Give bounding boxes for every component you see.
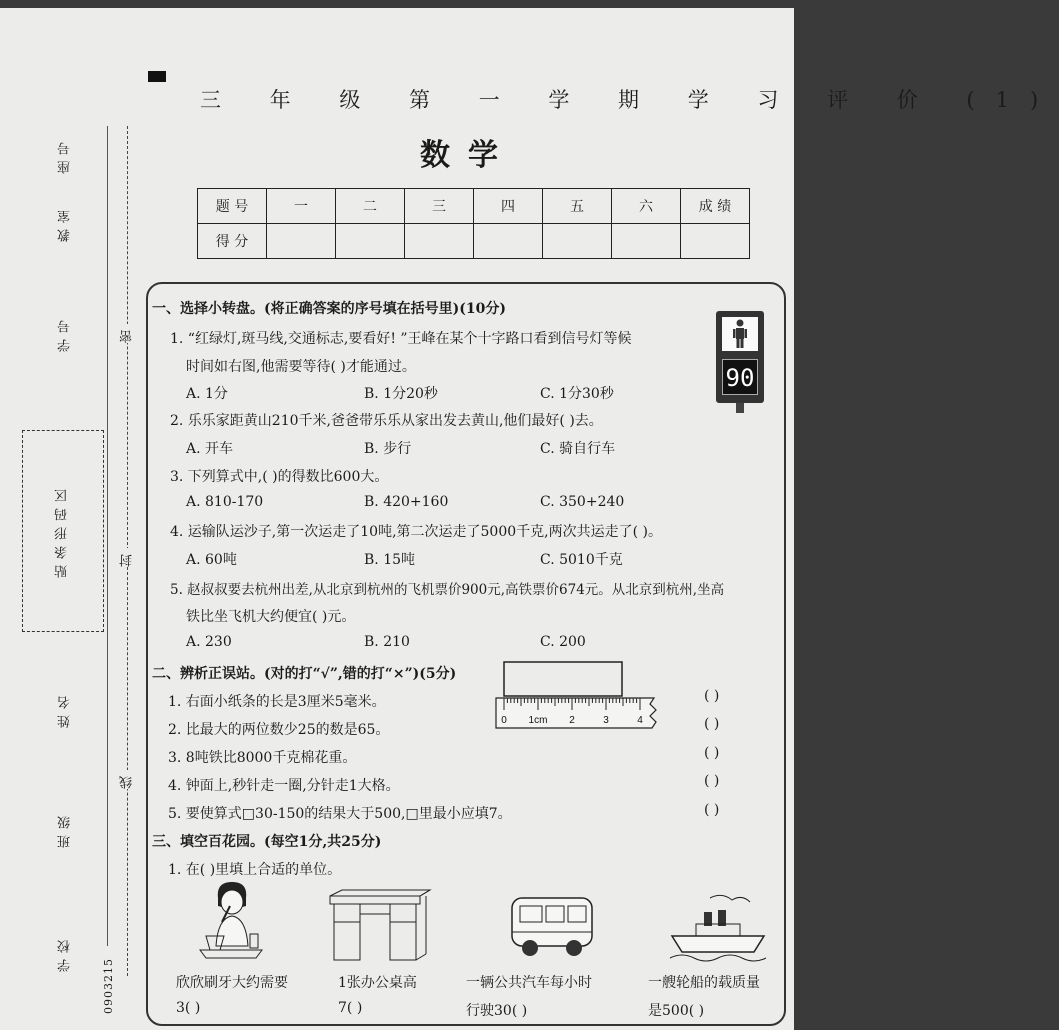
judge-answer-5[interactable]: ( ): [704, 802, 720, 818]
score-header-cell: 题 号: [198, 189, 267, 224]
judge-item-3: 3. 8吨铁比8000千克棉花重。: [168, 750, 357, 766]
judge-answer-2[interactable]: ( ): [704, 716, 720, 732]
q5-option-a[interactable]: A. 230: [186, 634, 232, 650]
ruler-figure: [496, 660, 661, 735]
caption-brushing: 欣欣刷牙大约需要: [176, 975, 288, 991]
score-input-cell[interactable]: [681, 224, 750, 259]
answer-bus[interactable]: 行驶30( ): [466, 1003, 528, 1019]
judge-item-2: 2. 比最大的两位数少25的数是65。: [168, 722, 390, 738]
q3-option-c[interactable]: C. 350+240: [540, 494, 625, 510]
caption-ship: 一艘轮船的载质量: [648, 975, 760, 991]
q2-option-c[interactable]: C. 骑自行车: [540, 441, 616, 457]
pedestrian-signal: [716, 311, 764, 403]
score-input-cell[interactable]: [336, 224, 405, 259]
school-label: 学校: [58, 934, 73, 972]
judge-answer-3[interactable]: ( ): [704, 745, 720, 761]
judge-answer-4[interactable]: ( ): [704, 773, 720, 789]
caption-desk: 1张办公桌高: [338, 975, 417, 991]
q3-option-a[interactable]: A. 810-170: [186, 494, 264, 510]
name-label: 姓名: [58, 690, 73, 728]
score-input-cell[interactable]: [267, 224, 336, 259]
q4-text: 4. 运输队运沙子,第一次运走了10吨,第二次运走了5000千克,两次共运走了( )。: [170, 524, 662, 540]
score-header-cell: 三: [405, 189, 474, 224]
q5-option-b[interactable]: B. 210: [364, 634, 410, 650]
judge-item-4: 4. 钟面上,秒针走一圈,分针走1大格。: [168, 778, 400, 794]
seal-char-mi: 密: [120, 324, 135, 343]
ruler-label: 3: [603, 715, 609, 726]
q1-option-c[interactable]: C. 1分30秒: [540, 386, 614, 402]
score-input-cell[interactable]: [543, 224, 612, 259]
barcode-area: [22, 430, 104, 632]
q4-option-a[interactable]: A. 60吨: [186, 552, 237, 568]
classroom-label: 教室: [58, 204, 73, 242]
answer-desk[interactable]: 7( ): [338, 1000, 363, 1016]
score-input-cell[interactable]: [612, 224, 681, 259]
score-row-label: 得 分: [198, 224, 267, 259]
ruler-label: 0: [501, 715, 507, 726]
judge-item-1: 1. 右面小纸条的长是3厘米5毫米。: [168, 694, 386, 710]
q5-line1: 5. 赵叔叔要去杭州出差,从北京到杭州的飞机票价900元,高铁票价674元。从北京到杭州,坐高: [170, 582, 725, 598]
countdown-display: 90: [722, 359, 758, 395]
answer-brushing[interactable]: 3( ): [176, 1000, 201, 1016]
pedestrian-icon: [722, 317, 758, 351]
office-desk-illustration: [328, 888, 432, 962]
caption-bus: 一辆公共汽车每小时: [466, 975, 592, 991]
score-header-cell: 一: [267, 189, 336, 224]
class-label: 班级: [58, 810, 73, 848]
signal-pole: [736, 403, 744, 413]
q4-option-c[interactable]: C. 5010千克: [540, 552, 623, 568]
score-header-cell: 二: [336, 189, 405, 224]
score-input-cell[interactable]: [474, 224, 543, 259]
section1-heading: 一、选择小转盘。(将正确答案的序号填在括号里)(10分): [152, 301, 506, 317]
bus-illustration: [508, 894, 596, 960]
q3-option-b[interactable]: B. 420+160: [364, 494, 449, 510]
q2-option-b[interactable]: B. 步行: [364, 441, 412, 457]
score-header-cell: 五: [543, 189, 612, 224]
student-no-label: 学号: [58, 314, 73, 352]
q2-option-a[interactable]: A. 开车: [186, 441, 234, 457]
judge-answer-1[interactable]: ( ): [704, 688, 720, 704]
exam-title: 三 年 级 第 一 学 期 学 习 评 价 (1): [200, 88, 1059, 112]
ship-illustration: [670, 892, 766, 962]
q3-text: 3. 下列算式中,( )的得数比600大。: [170, 469, 389, 485]
ruler-label: 4: [637, 715, 643, 726]
answer-ship[interactable]: 是500( ): [648, 1003, 705, 1019]
paper-code: 0903215: [102, 958, 115, 1014]
exam-paper: [0, 8, 1059, 1030]
score-header-cell: 成 绩: [681, 189, 750, 224]
girl-brushing-teeth-illustration: [196, 876, 266, 960]
score-header-cell: 四: [474, 189, 543, 224]
ruler-label: 1cm: [528, 715, 548, 726]
q1-line1: 1. “红绿灯,斑马线,交通标志,要看好! ”王峰在某个十字路口看到信号灯等候: [170, 331, 632, 347]
q1-option-b[interactable]: B. 1分20秒: [364, 386, 438, 402]
q5-line2: 铁比坐飞机大约便宜( )元。: [186, 609, 356, 625]
binding-sidebar: [0, 8, 150, 1030]
alignment-mark: [148, 71, 166, 82]
q2-text: 2. 乐乐家距黄山210千米,爸爸带乐乐从家出发去黄山,他们最好( )去。: [170, 413, 603, 429]
q5-option-c[interactable]: C. 200: [540, 634, 586, 650]
seal-char-xian: 线: [120, 770, 135, 789]
score-header-cell: 六: [612, 189, 681, 224]
ruler-label: 2: [569, 715, 575, 726]
score-input-cell[interactable]: [405, 224, 474, 259]
section3-heading: 三、填空百花园。(每空1分,共25分): [152, 834, 382, 850]
score-table: [197, 188, 750, 259]
barcode-label: 贴条形码区: [55, 483, 70, 578]
section2-heading: 二、辨析正误站。(对的打“√”,错的打“×”)(5分): [152, 666, 457, 682]
subject-title: 数学: [420, 138, 516, 173]
q1-line2: 时间如右图,他需要等待( )才能通过。: [186, 359, 416, 375]
binding-line: [107, 126, 108, 946]
judge-item-5: 5. 要使算式□30-150的结果大于500,□里最小应填7。: [168, 806, 512, 822]
q4-option-b[interactable]: B. 15吨: [364, 552, 416, 568]
s3-q1-text: 1. 在( )里填上合适的单位。: [168, 862, 342, 878]
seal-char-feng: 封: [120, 548, 135, 567]
q1-option-a[interactable]: A. 1分: [186, 386, 228, 402]
seat-label: 座号: [58, 136, 73, 174]
